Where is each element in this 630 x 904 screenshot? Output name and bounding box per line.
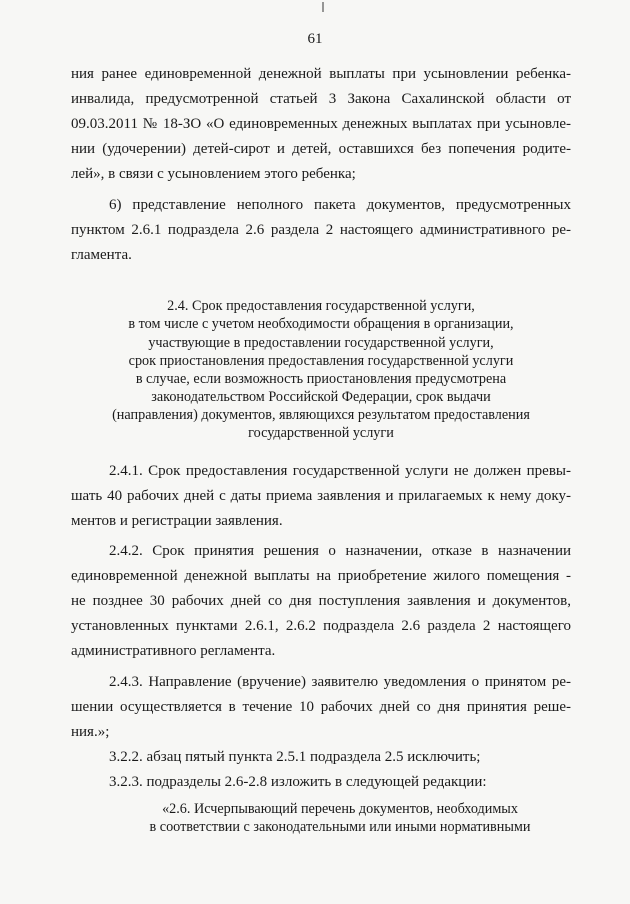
paragraph-line: 3.2.3. подразделы 2.6-2.8 изложить в следующей редакции: bbox=[109, 774, 487, 790]
paragraph-line: нии (удочерении) детей-сирот и детей, оставшихся без попечения родите- bbox=[71, 141, 571, 157]
heading-line: участвующие в предоставлении государственной услуги, bbox=[148, 335, 494, 351]
paragraph-line: 09.03.2011 № 18-ЗО «О единовременных денежных выплатах при усыновле- bbox=[71, 116, 571, 132]
paragraph-line: единовременной денежной выплаты на приобретение жилого помещения - bbox=[71, 568, 571, 584]
paragraph-line: шать 40 рабочих дней с даты приема заявления и прилагаемых к нему доку- bbox=[71, 488, 571, 504]
paragraph-line: ния.»; bbox=[71, 724, 110, 740]
paragraph-line: административного регламента. bbox=[71, 643, 276, 659]
paragraph-line: 2.4.3. Направление (вручение) заявителю уведомления о принятом ре- bbox=[109, 674, 571, 690]
paragraph-line: 2.4.2. Срок принятия решения о назначении, отказе в назначении bbox=[109, 543, 571, 559]
paragraph-line: лей», в связи с усыновлением этого ребенка; bbox=[71, 166, 356, 182]
heading-line: срок приостановления предоставления государственной услуги bbox=[128, 353, 514, 369]
paragraph-line: 3.2.2. абзац пятый пункта 2.5.1 подраздела 2.5 исключить; bbox=[109, 749, 481, 765]
quoted-heading-line: «2.6. Исчерпывающий перечень документов, необходимых bbox=[162, 801, 518, 817]
heading-line: в том числе с учетом необходимости обращения в организации, bbox=[128, 316, 514, 332]
paragraph-line: не позднее 30 рабочих дней со дня поступления заявления и документов, bbox=[71, 593, 571, 609]
paragraph-line: инвалида, предусмотренной статьей 3 Закона Сахалинской области от bbox=[71, 91, 571, 107]
paragraph-line: 2.4.1. Срок предоставления государственной услуги не должен превы- bbox=[109, 463, 571, 479]
paragraph-line: установленных пунктами 2.6.1, 2.6.2 подраздела 2.6 раздела 2 настоящего bbox=[71, 618, 571, 634]
paragraph-line: ния ранее единовременной денежной выплаты при усыновлении ребенка- bbox=[71, 66, 571, 82]
heading-line: 2.4. Срок предоставления государственной услуги, bbox=[167, 298, 475, 314]
paragraph-line: пунктом 2.6.1 подраздела 2.6 раздела 2 настоящего административного ре- bbox=[71, 222, 571, 238]
paragraph-line: 6) представление неполного пакета документов, предусмотренных bbox=[109, 197, 571, 213]
heading-line: (направления) документов, являющихся результатом предоставления bbox=[112, 407, 530, 423]
scan-artifact-mark bbox=[322, 2, 324, 12]
heading-line: в случае, если возможность приостановления предусмотрена bbox=[135, 371, 507, 387]
paragraph-line: шении осуществляется в течение 10 рабочих дней со дня принятия реше- bbox=[71, 699, 571, 715]
heading-line: государственной услуги bbox=[248, 425, 394, 441]
page-number: 61 bbox=[307, 31, 323, 47]
paragraph-line: ментов и регистрации заявления. bbox=[71, 513, 283, 529]
quoted-heading-line: в соответствии с законодательными или иными нормативными bbox=[149, 819, 531, 835]
heading-line: законодательством Российской Федерации, срок выдачи bbox=[151, 389, 491, 405]
paragraph-line: гламента. bbox=[71, 247, 132, 263]
